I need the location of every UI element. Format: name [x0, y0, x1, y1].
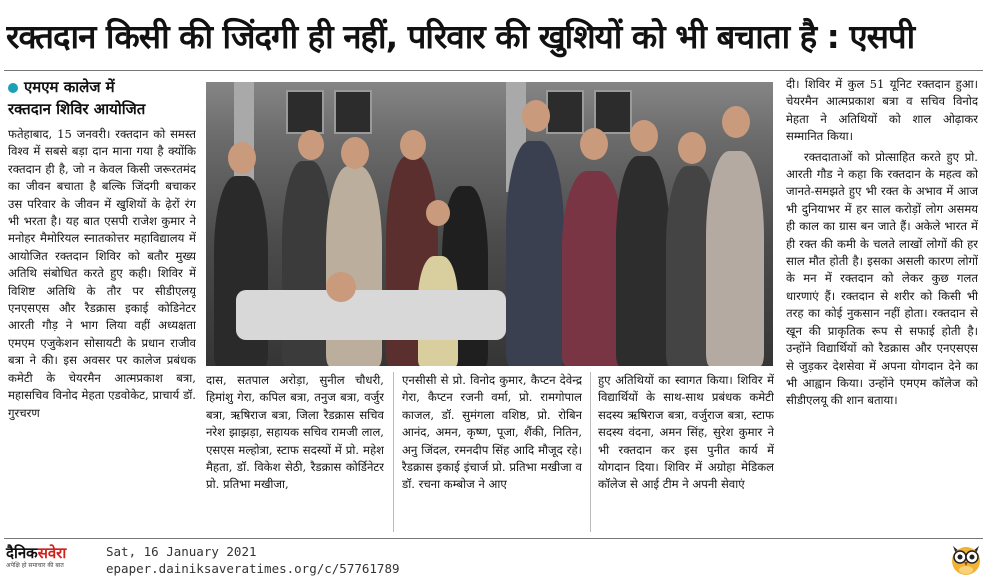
logo-main-text: दैनिक: [6, 544, 38, 562]
article-column-5: [786, 76, 978, 534]
column-2-paragraph: दास, सतपाल अरोड़ा, सुनील चौधरी, हिमांशु गेरा, कपिल बत्रा, तनुज बत्रा, वर्जुर बत्रा, ऋषिराज बत्रा, जिला रैडक्रास सचिव नरेश झाझड़ा, सहायक सचिव रामजी लाल, एसएस मल्होत्रा, स्टाफ सदस्यों में प्रो. महेश मैहता, डॉ. विकेश सेठी, रैडक्रास कोर्डिनेटर प्रो. प्रतिभा मखीजा,: [206, 373, 384, 492]
article-column-4: [598, 372, 774, 534]
column-divider: [393, 372, 394, 532]
logo-accent-text: सवेरा: [37, 544, 67, 562]
owl-icon: [950, 540, 982, 576]
subheading: [8, 76, 196, 120]
subheading-line-1: एमएम कालेज में: [24, 78, 115, 96]
column-1-paragraph: फतेहाबाद, 15 जनवरी। रक्तदान को समस्त विश्व में सबसे बड़ा दान माना गया है क्योंकि रक्तदान ही है, जो न केवल किसी जरूरतमंद का जीवन बचाता है बल्कि जिंदगी बचाकर उस परिवार के जीवन में खुशियों के ढ़ेरों रंग भी भरता है। यह बात एसपी राजेश कुमार ने मनोहर मैमोरियल स्नातकोत्तर महाविद्यालय में आयोजित रक्तदान शिविर को बतौर मुख्य अतिथि संबोधित करते हुए कही। शिविर में विशिष्ट अतिथि के तौर पर सीडीएलयू एनएसएस और रैडक्रास इकाई कोडिनेटर आरती गौड़ ने भाग लिया वहीं अध्यक्षता एमएम एजुकेशन सोसायटी के प्रधान राजीव बत्रा ने की। इस अवसर पर कालेज प्रबंधक कमेटी के चेयरमैन आत्मप्रकाश बत्रा, महासचिव विनोद मेहता एडवोकेट, प्राचार्य डॉ. गुरचरण: [8, 127, 196, 420]
subheading-line-2: रक्तदान शिविर आयोजित: [8, 100, 146, 118]
article-column-3: [402, 372, 582, 534]
column-divider: [590, 372, 591, 532]
column-5-paragraph-1: दी। शिविर में कुल 51 यूनिट रक्तदान हुआ। चेयरमैन आत्मप्रकाश बत्रा व सचिव विनोद मेहता ने अतिथियों को शाल ओढ़ाकर सम्मानित किया।: [786, 77, 978, 144]
headline: रक्तदान किसी की जिंदगी ही नहीं, परिवार की खुशियों को भी बचाता है : एसपी: [6, 17, 915, 56]
footer-divider: [4, 538, 983, 539]
column-5-paragraph-2: रक्तदाताओं को प्रोत्साहित करते हुए प्रो. आरती गौड ने कहा कि रक्तदान के महत्व को जानते-समझते हुए भी रक्त के अभाव में आज भी दुनियाभर में हर साल करोड़ों लोग असमय ही काल का ग्रास बन जाते हैं। अकेले भारत में ही रक्त की कमी के चलते लाखों लोगों की हर साल मौत होती है। इसका असली कारण लोगों के मन में रक्तदान को लेकर कुछ गलत धारणाएं हैं। रक्तदान से शरीर को किसी भी तरह का कोई नुकसान नहीं होता। रक्तदान से खून की प्राकृतिक रूप से सफाई होती है। उन्होंने विद्यार्थियों को रैडक्रास और एनएसएस से जुड़कर देशसेवा में अपना योगदान देने का भी आह्वान किया। उन्होंने एमएम कॉलेज को सीडीएलयू की शान बताया।: [786, 149, 978, 408]
logo-tagline: अपेक्षि हो समाचार की बात: [6, 562, 64, 569]
news-photo: [206, 82, 773, 366]
headline-divider: [4, 70, 983, 71]
epaper-link[interactable]: epaper.dainiksaveratimes.org/c/57761789: [106, 561, 400, 576]
edition-date: Sat, 16 January 2021: [106, 544, 257, 559]
article-column-1: [8, 126, 196, 536]
dot-bullet-icon: [8, 83, 18, 93]
column-4-paragraph: हुए अतिथियों का स्वागत किया। शिविर में विद्यार्थियों के साथ-साथ प्रबंधक कमेटी सदस्य ऋषिराज बत्रा, वर्जुराज बत्रा, स्टाफ सदस्य वंदना, अमन सिंह, सुरेश कुमार ने भी रक्तदान कर इस पुनीत कार्य में योगदान दिया। शिविर में अग्रोहा मेडिकल कॉलेज से आई टीम ने अपनी सेवाएं: [598, 373, 774, 492]
column-3-paragraph: एनसीसी से प्रो. विनोद कुमार, कैप्टन देवेन्द्र गेरा, कैप्टन रजनी वर्मा, प्रो. रामगोपाल काजल, डॉ. सुमंगला वशिष्ठ, प्रो. रोबिन आनंद, अमन, कृष्ण, पूजा, शैंकी, नितिन, अनु जिंदल, रमनदीप सिंह आदि मौजूद रहे। रैडक्रास इकाई इंचार्ज प्रो. प्रतिभा मखीजा व डॉ. रचना कम्बोज ने आए: [402, 373, 582, 492]
article-column-2: [206, 372, 384, 534]
newspaper-logo: [6, 544, 100, 576]
